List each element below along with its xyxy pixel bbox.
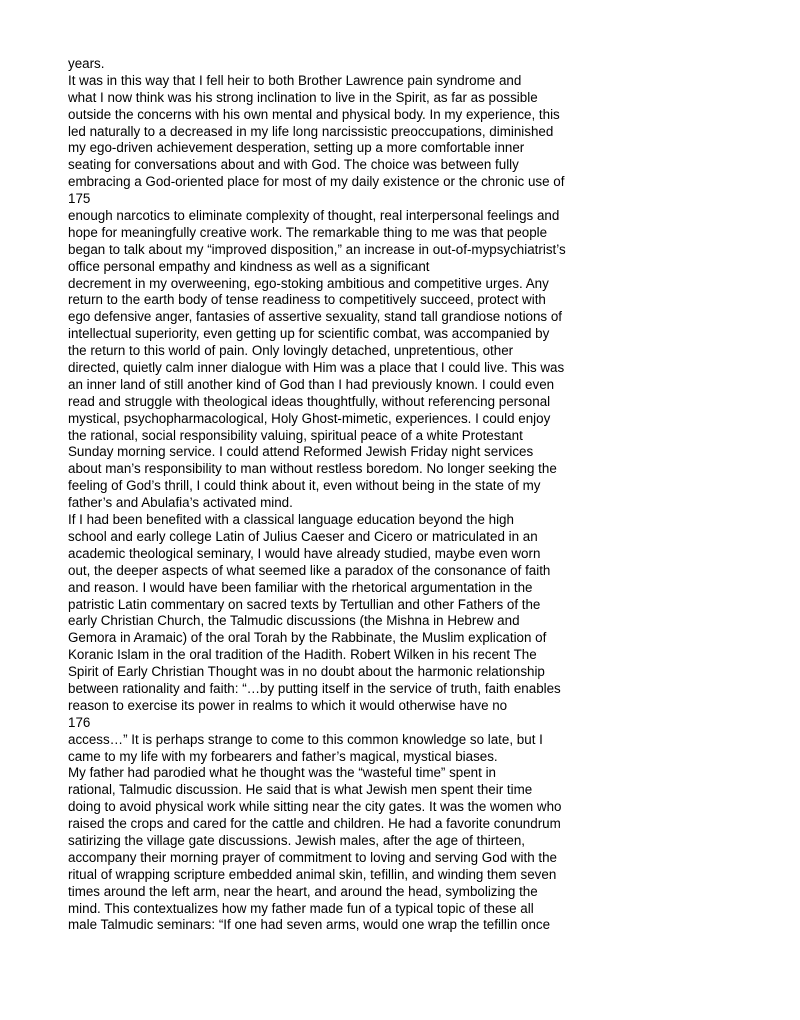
text-line: rational, Talmudic discussion. He said that is what Jewish men spent their time [68,782,533,798]
text-line: father’s and Abulafia’s activated mind. [68,495,293,511]
text-line: school and early college Latin of Julius Caeser and Cicero or matriculated in an [68,528,538,544]
text-line: office personal empathy and kindness as well as a significant [68,258,430,274]
text-line: doing to avoid physical work while sitting near the city gates. It was the women who [68,799,562,815]
text-line: began to talk about my “improved disposition,” an increase in out-of-mypsychiatrist’s [68,241,566,257]
text-line: the rational, social responsibility valuing, spiritual peace of a white Protestant [68,427,523,443]
text-line: academic theological seminary, I would have already studied, maybe even worn [68,545,541,561]
page-number: 176 [68,714,91,730]
text-line: about man’s responsibility to man without restless boredom. No longer seeking the [68,461,557,477]
text-line: mind. This contextualizes how my father made fun of a typical topic of these all [68,900,534,916]
text-line: Gemora in Aramaic) of the oral Torah by the Rabbinate, the Muslim explication of [68,630,547,646]
text-line: feeling of God’s thrill, I could think about it, even without being in the state of my [68,478,541,494]
text-line: accompany their morning prayer of commitment to loving and serving God with the [68,849,557,865]
text-line: Spirit of Early Christian Thought was in no doubt about the harmonic relationship [68,664,545,680]
text-line: decrement in my overweening, ego-stoking ambitious and competitive urges. Any [68,275,549,291]
text-line: between rationality and faith: “…by putting itself in the service of truth, faith enables [68,680,561,696]
page-number: 175 [68,191,91,207]
body-text [68,56,788,934]
text-line: out, the deeper aspects of what seemed like a paradox of the consonance of faith [68,562,551,578]
text-line: patristic Latin commentary on sacred texts by Tertullian and other Fathers of the [68,596,541,612]
text-line: access…” It is perhaps strange to come to this common knowledge so late, but I [68,731,543,747]
text-line: intellectual superiority, even getting up for scientific combat, was accompanied by [68,326,550,342]
text-line: return to the earth body of tense readiness to competitively succeed, protect with [68,292,546,308]
text-line: times around the left arm, near the heart, and around the head, symbolizing the [68,883,538,899]
text-line: My father had parodied what he thought was the “wasteful time” spent in [68,765,496,781]
text-line: raised the crops and cared for the cattle and children. He had a favorite conundrum [68,816,561,832]
text-line: hope for meaningfully creative work. The remarkable thing to me was that people [68,224,548,240]
text-line: seating for conversations about and with God. The choice was between fully [68,157,519,173]
text-line: early Christian Church, the Talmudic discussions (the Mishna in Hebrew and [68,613,520,629]
text-line: outside the concerns with his own mental and physical body. In my experience, this [68,106,560,122]
text-line: came to my life with my forbearers and father’s magical, mystical biases. [68,748,498,764]
text-line: reason to exercise its power in realms to which it would otherwise have no [68,697,508,713]
text-line: years. [68,56,105,71]
text-line: an inner land of still another kind of God than I had previously known. I could even [68,376,555,392]
text-line: satirizing the village gate discussions. Jewish males, after the age of thirteen, [68,832,526,848]
text-line: and reason. I would have been familiar with the rhetorical argumentation in the [68,579,533,595]
text-line: ego defensive anger, fantasies of assertive sexuality, stand tall grandiose notions of [68,309,563,325]
text-line: If I had been benefited with a classical language education beyond the high [68,512,514,528]
text-line: ritual of wrapping scripture embedded animal skin, tefillin, and winding them seven [68,866,557,882]
text-line: read and struggle with theological ideas thoughtfully, without referencing personal [68,393,551,409]
text-line: embracing a God-oriented place for most of my daily existence or the chronic use of [68,174,565,190]
text-line: Koranic Islam in the oral tradition of the Hadith. Robert Wilken in his recent The [68,647,537,663]
text-line: male Talmudic seminars: “If one had seven arms, would one wrap the tefillin once [68,917,551,933]
text-line: led naturally to a decreased in my life long narcissistic preoccupations, diminished [68,123,554,139]
text-line: It was in this way that I fell heir to both Brother Lawrence pain syndrome and [68,72,522,88]
text-line: the return to this world of pain. Only lovingly detached, unpretentious, other [68,343,514,359]
text-line: my ego-driven achievement desperation, setting up a more comfortable inner [68,140,525,156]
text-line: Sunday morning service. I could attend Reformed Jewish Friday night services [68,444,534,460]
text-line: directed, quietly calm inner dialogue with Him was a place that I could live. This was [68,360,565,376]
text-line: enough narcotics to eliminate complexity of thought, real interpersonal feelings and [68,208,560,224]
text-line: what I now think was his strong inclination to live in the Spirit, as far as possible [68,89,538,105]
text-line: mystical, psychopharmacological, Holy Ghost-mimetic, experiences. I could enjoy [68,410,551,426]
